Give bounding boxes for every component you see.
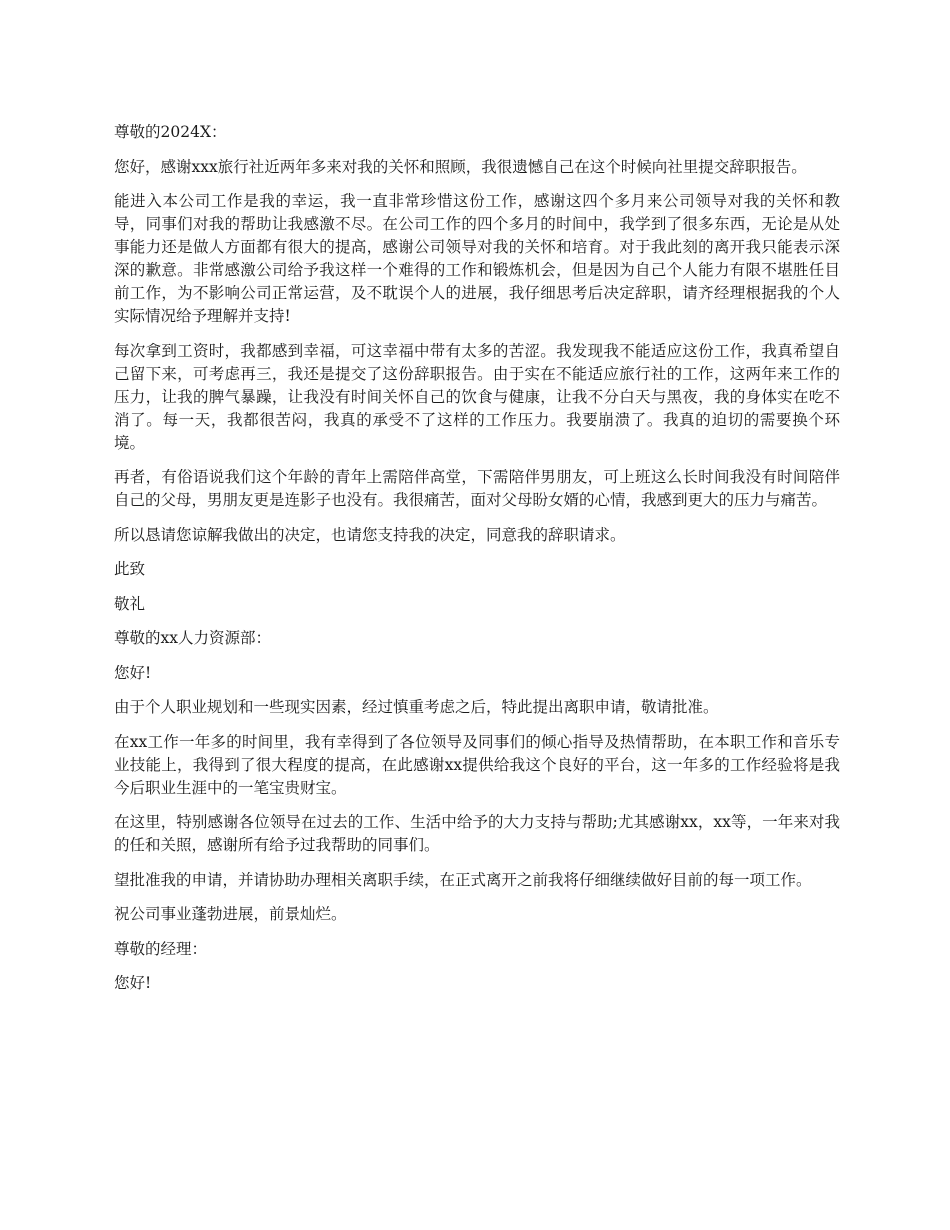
salutation-1: 尊敬的2024X： bbox=[114, 123, 227, 141]
salutation-2: 尊敬的xx人力资源部： bbox=[114, 629, 271, 647]
body-paragraph-pressure: 每次拿到工资时，我都感到幸福，可这幸福中带有太多的苦涩。我发现我不能适应这份工作，我真希望自己留下来，可考虑再三，我还是提交了这份辞职报告。由于实在不能适应旅行社的工作，这两年来工作的压力，让我的脾气暴躁，让我没有时间关怀自己的饮食与健康，让我不分白天与黑夜，我的身体实在吃不消了。每一天，我都很苦闷，我真的承受不了这样的工作压力。我要崩溃了。我真的迫切的需要换个环境。 bbox=[114, 341, 840, 452]
body-paragraph-gratitude: 能进入本公司工作是我的幸运，我一直非常珍惜这份工作，感谢这四个多月来公司领导对我的关怀和教导，同事们对我的帮助让我感激不尽。在公司工作的四个多月的时间中，我学到了很多东西，无论是从处事能力还是做人方面都有很大的提高，感谢公司领导对我的关怀和培育。对于我此刻的离开我只能表示深深的歉意。非常感激公司给予我这样一个难得的工作和锻炼机会，但是因为自己个人能力有限不堪胜任目前工作，为不影响公司正常运营，及不耽误个人的进展，我仔细思考后决定辞职，请齐经理根据我的个人实际情况给予理解并支持! bbox=[114, 192, 840, 325]
request-paragraph: 所以恳请您谅解我做出的决定，也请您支持我的决定，同意我的辞职请求。 bbox=[114, 525, 626, 544]
body-paragraph-family: 再者，有俗语说我们这个年龄的青年上需陪伴高堂，下需陪伴男朋友，可上班这么长时间我没有时间陪伴自己的父母，男朋友更是连影子也没有。我很痛苦，面对父母盼女婿的心情，我感到更大的压力与痛苦。 bbox=[114, 468, 840, 509]
closing-wishes: 祝公司事业蓬勃进展，前景灿烂。 bbox=[114, 905, 347, 923]
body-paragraph-experience: 在xx工作一年多的时间里，我有幸得到了各位领导及同事们的倾心指导及热情帮助，在本职工作和音乐专业技能上，我得到了很大程度的提高，在此感谢xx提供给我这个良好的平台，这一年多的工作经验将是我今后职业生涯中的一笔宝贵财宝。 bbox=[114, 732, 840, 797]
salutation-3: 尊敬的经理： bbox=[114, 939, 208, 958]
resignation-statement: 由于个人职业规划和一些现实因素，经过慎重考虑之后，特此提出离职申请，敬请批准。 bbox=[114, 698, 719, 716]
body-paragraph-approval: 望批准我的申请，并请协助办理相关离职手续，在正式离开之前我将仔细继续做好目前的每一项工作。 bbox=[114, 870, 812, 889]
greeting-paragraph: 您好，感谢xxx旅行社近两年多来对我的关怀和照顾，我很遗憾自己在这个时候向社里提交辞职报告。 bbox=[114, 157, 807, 176]
closing-cizhi: 此致 bbox=[114, 560, 146, 578]
body-paragraph-thanks: 在这里，特别感谢各位领导在过去的工作、生活中给予的大力支持与帮助;尤其感谢xx，xx等，一年来对我的任和关照，感谢所有给予过我帮助的同事们。 bbox=[114, 813, 840, 854]
closing-jingli: 敬礼 bbox=[114, 594, 146, 613]
document-body bbox=[114, 121, 840, 1007]
greeting-2: 您好! bbox=[114, 663, 152, 682]
greeting-3: 您好! bbox=[114, 974, 152, 992]
